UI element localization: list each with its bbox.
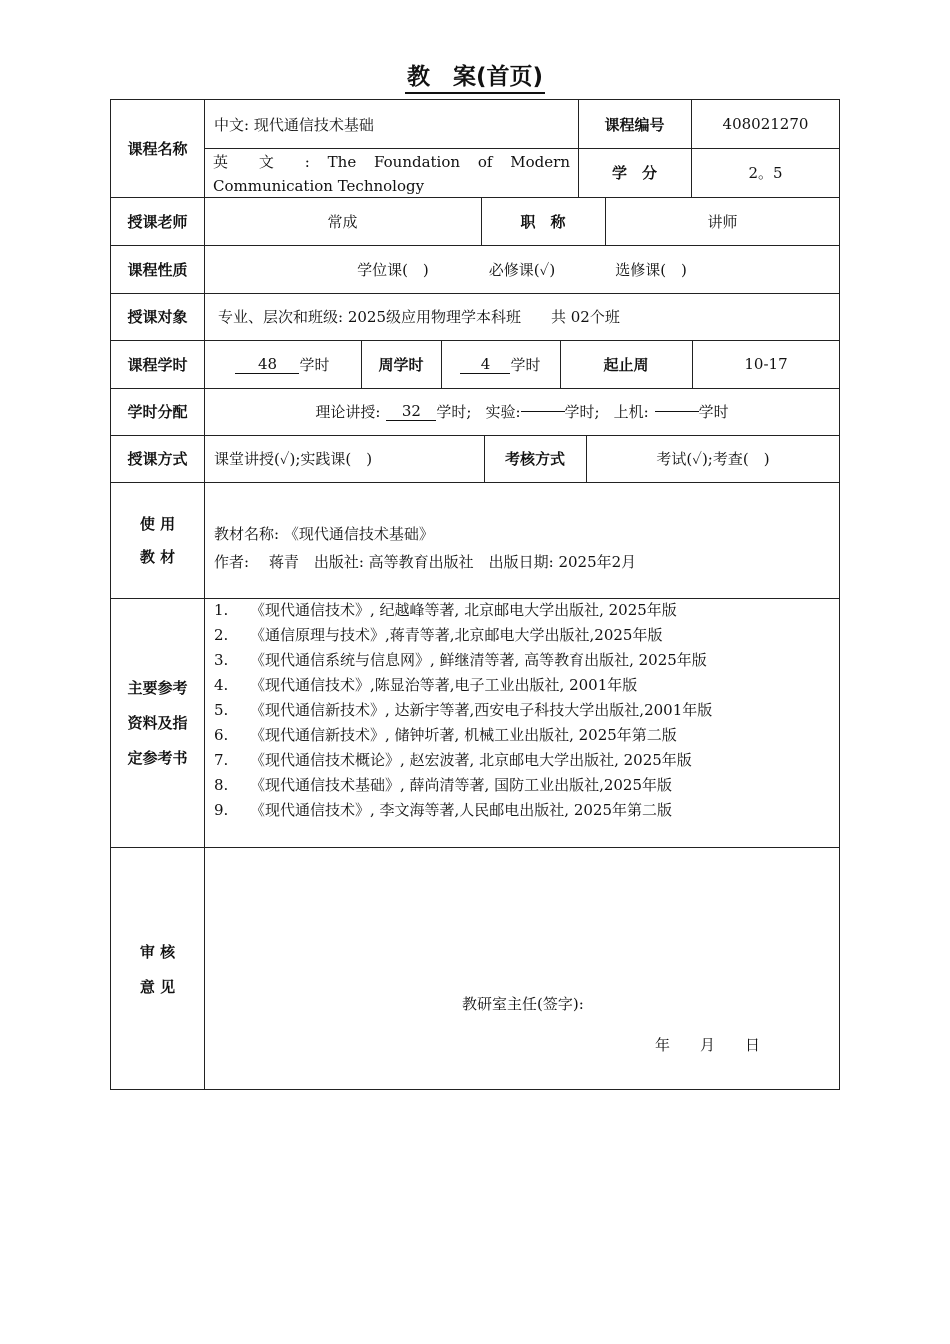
references-list [204, 598, 840, 847]
review-label [111, 847, 204, 1090]
lab-prefix: 实验: [485, 403, 521, 421]
weekly-hours-unit: 学时 [510, 355, 541, 374]
course-type-options [204, 245, 840, 293]
reference-item [214, 648, 840, 673]
review-label-line1: 审 核 [139, 942, 176, 961]
assessment-value: 考试(✓);考查( ) [656, 450, 770, 468]
course-type-degree: 学位课( ) [357, 260, 429, 279]
textbook-details: 作者: 蒋青 出版社: 高等教育出版社 出版日期: 2025年2月 [214, 553, 637, 571]
teaching-method-label: 授课方式 [127, 450, 188, 468]
reference-text: 《现代通信技术》, 李文海等著,人民邮电出版社, 2025年第二版 [250, 801, 673, 819]
reference-text: 《现代通信技术概论》, 赵宏波著, 北京邮电大学出版社, 2025年版 [250, 751, 692, 769]
review-content [204, 847, 840, 1090]
reference-item [214, 698, 840, 723]
reference-number: 8. [214, 776, 229, 794]
course-name-chinese: 中文: 现代通信技术基础 [214, 115, 374, 134]
course-type-required: 必修课(✓) [488, 260, 556, 279]
theory-hours: 32 [386, 402, 436, 421]
theory-prefix: 理论讲授: [315, 403, 381, 421]
reference-number: 9. [214, 801, 229, 819]
course-name-english-line2: Communication Technology [213, 177, 425, 195]
reference-items [214, 598, 840, 823]
review-label-line2: 意 见 [139, 977, 176, 996]
reference-number: 7. [214, 751, 229, 769]
reference-item [214, 623, 840, 648]
weeks-label: 起止周 [603, 355, 649, 374]
references-label-line3: 定参考书 [127, 749, 188, 767]
credits-label: 学 分 [611, 164, 657, 182]
audience-label: 授课对象 [127, 308, 188, 326]
reference-number: 2. [214, 626, 229, 644]
title-rank-value: 讲师 [707, 212, 738, 231]
computer-prefix: 上机: [613, 403, 649, 421]
weekly-hours [441, 340, 560, 388]
course-type-elective: 选修课( ) [615, 260, 687, 279]
weekly-hours-label: 周学时 [378, 355, 424, 374]
reference-number: 1. [214, 601, 229, 619]
reference-item [214, 673, 840, 698]
reference-text: 《通信原理与技术》,蒋青等著,北京邮电大学出版社,2025年版 [250, 626, 663, 644]
total-hours-value: 48 [235, 355, 299, 374]
reference-number: 3. [214, 651, 229, 669]
hours-label: 课程学时 [127, 355, 188, 374]
theory-suffix: 学时; [436, 403, 472, 421]
teaching-method-value: 课堂讲授(✓);实践课( ) [214, 450, 373, 468]
teacher-label: 授课老师 [127, 212, 188, 231]
reference-item [214, 598, 840, 623]
audience-value: 专业、层次和班级: 2025级应用物理学本科班 共 02个班 [218, 308, 620, 326]
review-date: 年 月 日 [655, 1036, 761, 1054]
textbook-name: 教材名称: 《现代通信技术基础》 [214, 525, 434, 543]
course-code-value: 408021270 [722, 115, 809, 133]
credits-value: 2。5 [748, 164, 783, 182]
title-rank-label: 职 称 [520, 212, 566, 231]
textbook-label [111, 482, 204, 598]
weekly-hours-value: 4 [460, 355, 510, 374]
textbook-label-line2: 教 材 [139, 548, 176, 566]
reference-number: 6. [214, 726, 229, 744]
reference-number: 5. [214, 701, 229, 719]
reference-item [214, 748, 840, 773]
references-label [111, 598, 204, 847]
assessment-label: 考核方式 [504, 450, 565, 468]
textbook-label-line1: 使 用 [139, 515, 176, 533]
reference-text: 《现代通信技术》, 纪越峰等著, 北京邮电大学出版社, 2025年版 [250, 601, 677, 619]
reference-item [214, 798, 840, 823]
reference-text: 《现代通信技术基础》, 薛尚清等著, 国防工业出版社,2025年版 [250, 776, 673, 794]
reference-text: 《现代通信新技术》, 达新宇等著,西安电子科技大学出版社,2001年版 [250, 701, 713, 719]
references-label-line1: 主要参考 [127, 679, 188, 697]
reference-text: 《现代通信新技术》, 储钟圻著, 机械工业出版社, 2025年第二版 [250, 726, 677, 744]
reference-item [214, 773, 840, 798]
teacher-value: 常成 [327, 212, 358, 231]
reference-number: 4. [214, 676, 229, 694]
textbook-info [204, 482, 840, 598]
course-name-english [204, 148, 578, 197]
hour-distribution-label: 学时分配 [127, 403, 188, 421]
lesson-plan-form [110, 99, 840, 1090]
course-code-label: 课程编号 [604, 115, 665, 134]
total-hours-unit: 学时 [299, 355, 330, 374]
course-name-label: 课程名称 [127, 140, 188, 158]
references-label-line2: 资料及指 [127, 714, 188, 732]
director-signature: 教研室主任(签字): [462, 995, 584, 1013]
lab-hours [521, 411, 565, 412]
reference-item [214, 723, 840, 748]
document-title: 教 案(首页) [0, 58, 950, 94]
reference-text: 《现代通信技术》,陈显治等著,电子工业出版社, 2001年版 [250, 676, 638, 694]
lab-suffix: 学时; [564, 403, 600, 421]
course-type-label: 课程性质 [127, 260, 188, 279]
total-hours [204, 340, 361, 388]
reference-text: 《现代通信系统与信息网》, 鲜继清等著, 高等教育出版社, 2025年版 [250, 651, 707, 669]
computer-hours [655, 411, 699, 412]
course-name-english-line1: 英 文 : The Foundation of Modern [213, 153, 570, 171]
computer-suffix: 学时 [698, 403, 729, 421]
weeks-value: 10-17 [744, 355, 788, 373]
hour-distribution-values [204, 388, 840, 435]
